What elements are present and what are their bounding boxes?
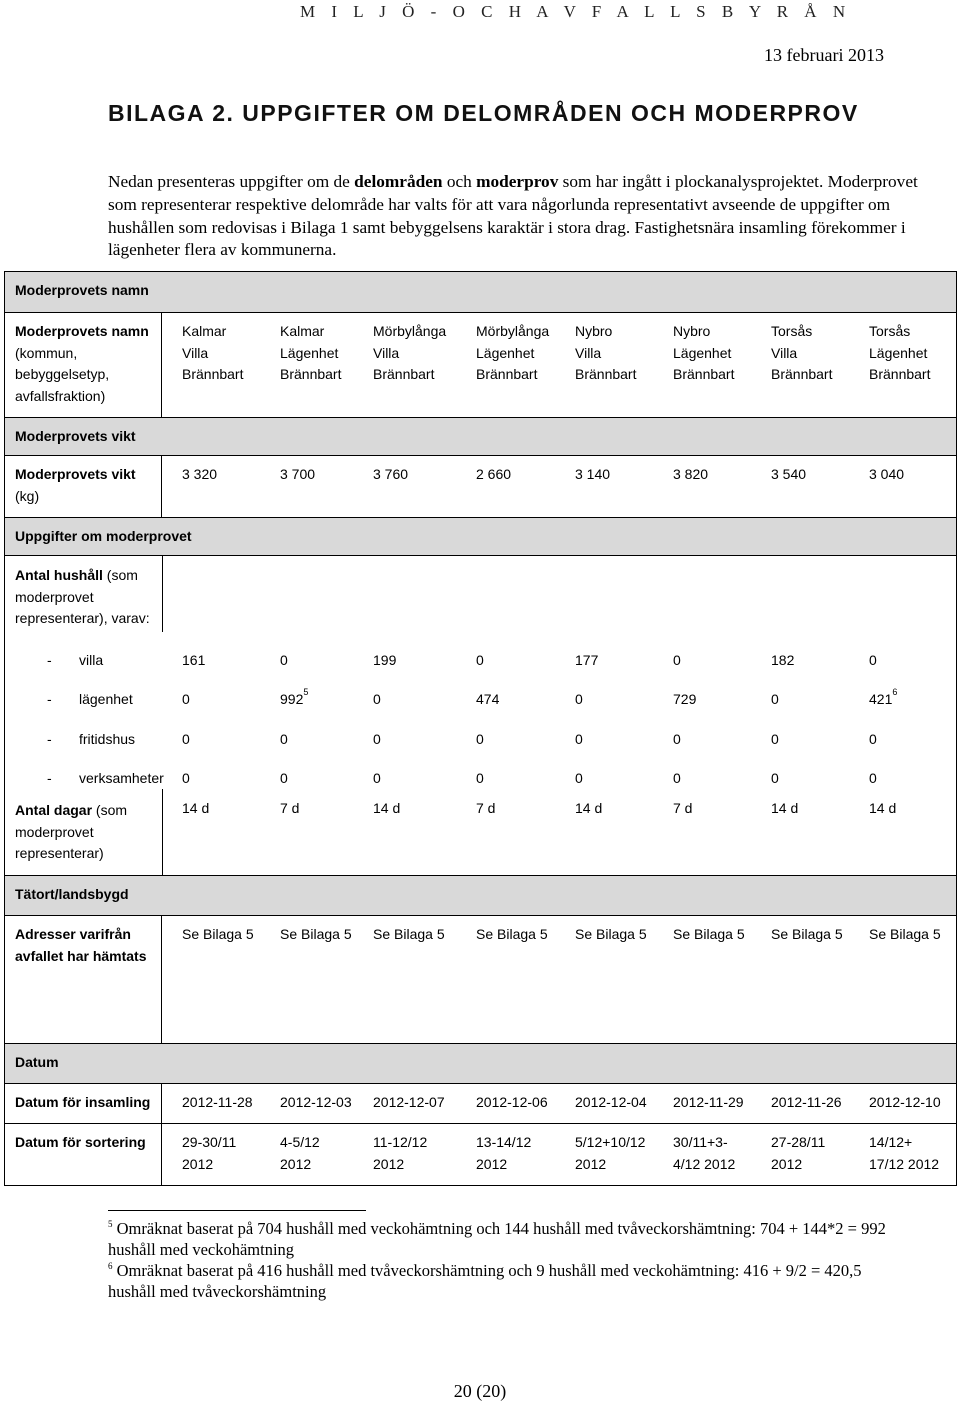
household-count: 0 (575, 770, 583, 786)
sample-fraktion: Brännbart (771, 366, 833, 382)
household-count: 0 (771, 691, 779, 707)
sample-kommun: Torsås (771, 323, 813, 339)
days-cell: 14 d (771, 800, 799, 816)
household-count: 0 (280, 652, 288, 668)
household-count: 0 (869, 652, 877, 668)
weight-cell: 3 040 (869, 466, 905, 482)
footnote-ref: 6 (892, 687, 898, 697)
sample-typ: Villa (771, 344, 798, 361)
household-count: 0 (476, 731, 484, 747)
address-cell: Se Bilaga 5 (673, 926, 745, 942)
label-part: (som (92, 802, 128, 818)
household-count-cell (476, 731, 484, 747)
sample-kommun: Mörbylånga (373, 323, 447, 339)
household-count-cell (673, 691, 696, 707)
intro-paragraph: Nedan presenteras uppgifter om de delområden och moderprov som har ingått i plockanalysprojektet. Moderprovet som representerar respektive delområde har valts för att vara någorlunda representativt avseende de uppgifter om hushållen som redovisas i Bilaga 1 samt bebyggelsens karaktär i stora drag. Fastighetsnära insamling förekommer i lägenheter flera av kommunerna. (108, 172, 918, 260)
weight-cell: 2 660 (476, 466, 512, 482)
household-count: 182 (771, 652, 795, 668)
footnote-divider (108, 1210, 366, 1211)
label-part: (som (102, 567, 138, 583)
address-cell: Se Bilaga 5 (280, 926, 352, 942)
sample-name-cell (182, 321, 243, 386)
label-part: Antal hushåll (15, 567, 103, 583)
household-count: 0 (373, 770, 381, 786)
household-count-cell (280, 652, 288, 668)
sorting-date-cell (182, 1132, 236, 1175)
sub-row-label: villa (79, 652, 104, 668)
weight-values (162, 456, 956, 517)
household-count: 0 (869, 731, 877, 747)
household-count: 0 (771, 731, 779, 747)
household-count: 0 (673, 770, 681, 786)
sorting-date-cell (575, 1132, 645, 1175)
sorting-date-cell (673, 1132, 735, 1175)
household-count: 0 (182, 731, 190, 747)
sorting-date-cell (476, 1132, 531, 1175)
household-count-cell (575, 731, 583, 747)
address-cell: Se Bilaga 5 (373, 926, 445, 942)
sample-name-cell (869, 321, 930, 386)
household-count-cell (771, 770, 779, 786)
sorting-date-line: 2012 (476, 1155, 508, 1172)
household-count-cell (575, 652, 598, 668)
collection-date-cell: 2012-11-29 (673, 1094, 744, 1110)
household-count: 474 (476, 691, 500, 707)
household-count: 0 (771, 770, 779, 786)
household-count: 729 (673, 691, 697, 707)
organization-header: M I L J Ö - O C H A V F A L L S B Y R Å N (300, 2, 852, 21)
sample-kommun: Kalmar (280, 323, 325, 339)
sorting-date-line: 2012 (373, 1155, 405, 1172)
sample-typ: Lägenhet (869, 344, 928, 361)
sorting-date-line: 17/12 2012 (869, 1155, 940, 1172)
sample-name-cell (280, 321, 341, 386)
sorting-date-cell (280, 1132, 320, 1175)
collection-date-cell: 2012-12-03 (280, 1094, 352, 1110)
household-count-cell (869, 770, 877, 786)
row-label-adresser: Adresser varifrån avfallet har hämtats (5, 916, 162, 1043)
household-count: 0 (575, 691, 583, 707)
household-count-cell (673, 652, 681, 668)
weight-cell: 3 540 (771, 466, 807, 482)
section-header-namn: Moderprovets namn (5, 272, 957, 313)
sorting-date-line: 2012 (280, 1155, 312, 1172)
days-cell: 14 d (869, 800, 897, 816)
household-count-cell (673, 731, 681, 747)
sorting-date-line: 30/11+3- (673, 1134, 728, 1150)
document-date: 13 februari 2013 (764, 45, 884, 65)
sample-fraktion: Brännbart (476, 366, 538, 382)
household-count: 0 (373, 731, 381, 747)
collection-date-cell: 2012-12-07 (373, 1094, 445, 1110)
household-count-cell (771, 731, 779, 747)
household-count-cell (575, 770, 583, 786)
household-count: 0 (373, 691, 381, 707)
label-part: Antal dagar (15, 802, 93, 818)
sorting-date-line: 2012 (182, 1155, 214, 1172)
sorting-date-line: 14/12+ (869, 1134, 913, 1150)
household-count: 0 (476, 770, 484, 786)
footnotes (108, 1218, 908, 1302)
sample-fraktion: Brännbart (673, 366, 735, 382)
sample-name-cell (476, 321, 549, 386)
sample-typ: Lägenhet (280, 344, 339, 361)
row-label-dagar (15, 800, 127, 865)
sample-typ: Lägenhet (673, 344, 732, 361)
household-count: 199 (373, 652, 397, 668)
sorting-date-values (162, 1124, 956, 1185)
household-count-cell (182, 652, 205, 668)
household-count-cell (476, 770, 484, 786)
sorting-date-cell (373, 1132, 427, 1175)
sample-name-cell (373, 321, 446, 386)
household-count-cell (373, 731, 381, 747)
household-count: 421 (869, 691, 893, 707)
household-count: 0 (673, 652, 681, 668)
section-header-tatort: Tätort/landsbygd (5, 876, 957, 916)
address-cell: Se Bilaga 5 (869, 926, 941, 942)
weight-cell: 3 760 (373, 466, 409, 482)
household-count-cell (280, 731, 288, 747)
label-column-divider (162, 789, 163, 876)
sample-name-cell (771, 321, 832, 386)
collection-date-cell: 2012-12-04 (575, 1094, 647, 1110)
collection-date-cell: 2012-12-10 (869, 1094, 941, 1110)
household-count-cell (373, 691, 381, 707)
sample-fraktion: Brännbart (373, 366, 435, 382)
sorting-date-line: 11-12/12 (373, 1134, 428, 1150)
address-cell: Se Bilaga 5 (182, 926, 254, 942)
household-count: 0 (869, 770, 877, 786)
collection-date-cell: 2012-11-28 (182, 1094, 253, 1110)
sorting-date-line: 2012 (771, 1155, 803, 1172)
days-cell: 14 d (575, 800, 603, 816)
moderprov-table (4, 271, 957, 1186)
list-dash: - (47, 652, 52, 668)
address-cell: Se Bilaga 5 (771, 926, 843, 942)
sorting-date-line: 4-5/12 (280, 1134, 320, 1150)
household-count-cell (771, 652, 794, 668)
sorting-date-line: 29-30/11 (182, 1134, 237, 1150)
sample-name-cell (575, 321, 636, 386)
label-column-divider (162, 556, 163, 632)
household-count: 0 (575, 731, 583, 747)
sample-name-cell (673, 321, 734, 386)
household-count: 0 (182, 691, 190, 707)
household-count-cell (280, 770, 288, 786)
household-count-cell (182, 691, 190, 707)
sorting-date-line: 5/12+10/12 (575, 1134, 646, 1150)
household-count-cell (476, 652, 484, 668)
address-cell: Se Bilaga 5 (476, 926, 548, 942)
household-count-cell (373, 652, 396, 668)
household-count-cell (373, 770, 381, 786)
household-block (5, 556, 956, 875)
days-cell: 7 d (280, 800, 300, 816)
collection-date-cell: 2012-11-26 (771, 1094, 842, 1110)
sample-fraktion: Brännbart (280, 366, 342, 382)
household-count-cell (575, 691, 583, 707)
footnote-ref: 5 (303, 687, 309, 697)
label-part: representerar), varav: (15, 610, 150, 626)
section-header-uppgifter: Uppgifter om moderprovet (5, 518, 957, 556)
collection-date-values (162, 1084, 956, 1123)
days-cell: 7 d (673, 800, 693, 816)
household-count: 0 (182, 770, 190, 786)
section-header-datum: Datum (5, 1044, 957, 1084)
household-count-cell (869, 652, 877, 668)
household-count: 992 (280, 691, 304, 707)
sample-typ: Villa (373, 344, 400, 361)
sample-fraktion: Brännbart (869, 366, 931, 382)
label-part: moderprovet (15, 823, 94, 840)
row-label-sortering: Datum för sortering (5, 1124, 162, 1185)
weight-cell: 3 820 (673, 466, 709, 482)
sub-row-label: verksamheter (79, 770, 164, 786)
household-count: 0 (476, 652, 484, 668)
footnote-5: $^5$ Omräknat baserat på 704 hushåll med veckohämtning och 144 hushåll med tvåveckorshämtning: 704 + 144*2 = 992 hushåll med veckohämtning (108, 1219, 886, 1259)
sample-kommun: Kalmar (182, 323, 227, 339)
collection-date-cell: 2012-12-06 (476, 1094, 548, 1110)
household-count: 161 (182, 652, 206, 668)
row-label-namn: Moderprovets namn (kommun, bebyggelsetyp, avfallsfraktion) (5, 313, 162, 417)
household-count-cell (182, 770, 190, 786)
sample-typ: Villa (182, 344, 209, 361)
sorting-date-cell (771, 1132, 825, 1175)
sorting-date-cell (869, 1132, 939, 1175)
weight-cell: 3 320 (182, 466, 218, 482)
household-count-cell (869, 731, 877, 747)
row-label-hushall (15, 565, 150, 630)
household-count-cell (182, 731, 190, 747)
household-count-cell (673, 770, 681, 786)
days-cell: 14 d (373, 800, 401, 816)
household-count-cell (771, 691, 779, 707)
days-cell: 14 d (182, 800, 210, 816)
address-values (162, 916, 956, 1043)
sub-row-label: lägenhet (79, 691, 133, 707)
household-count: 0 (673, 731, 681, 747)
address-cell: Se Bilaga 5 (575, 926, 647, 942)
list-dash: - (47, 731, 52, 747)
label-part: moderprovet (15, 588, 94, 605)
row-label-insamling: Datum för insamling (5, 1084, 162, 1123)
sample-kommun: Mörbylånga (476, 323, 550, 339)
section-header-vikt: Moderprovets vikt (5, 418, 957, 456)
row-label-vikt: Moderprovets vikt (kg) (5, 456, 162, 517)
household-count-cell (869, 687, 898, 707)
weight-cell: 3 700 (280, 466, 316, 482)
page-title: BILAGA 2. UPPGIFTER OM DELOMRÅDEN OCH MODERPROV (108, 100, 859, 126)
sorting-date-line: 4/12 2012 (673, 1155, 736, 1172)
household-count: 0 (280, 731, 288, 747)
sample-kommun: Nybro (673, 323, 711, 339)
footnote-6: $^6$ Omräknat baserat på 416 hushåll med tvåveckorshämtning och 9 hushåll med veckohämtning: 416 + 9/2 = 420,5 hushåll med tvåveckorshämtning (108, 1261, 862, 1301)
household-count: 0 (280, 770, 288, 786)
sorting-date-line: 2012 (575, 1155, 607, 1172)
sample-typ: Villa (575, 344, 602, 361)
household-count: 177 (575, 652, 599, 668)
sorting-date-line: 27-28/11 (771, 1134, 826, 1150)
days-cell: 7 d (476, 800, 496, 816)
sorting-date-line: 13-14/12 (476, 1134, 532, 1150)
household-count-cell (476, 691, 499, 707)
page-number: 20 (20) (453, 1381, 507, 1401)
weight-cell: 3 140 (575, 466, 611, 482)
sub-row-label: fritidshus (79, 731, 136, 747)
sample-names (162, 313, 956, 417)
sample-typ: Lägenhet (476, 344, 535, 361)
list-dash: - (47, 770, 52, 786)
sample-fraktion: Brännbart (575, 366, 637, 382)
sample-kommun: Nybro (575, 323, 613, 339)
label-part: representerar) (15, 845, 104, 861)
household-count-cell (280, 687, 309, 707)
sample-kommun: Torsås (869, 323, 911, 339)
sample-fraktion: Brännbart (182, 366, 244, 382)
list-dash: - (47, 691, 52, 707)
